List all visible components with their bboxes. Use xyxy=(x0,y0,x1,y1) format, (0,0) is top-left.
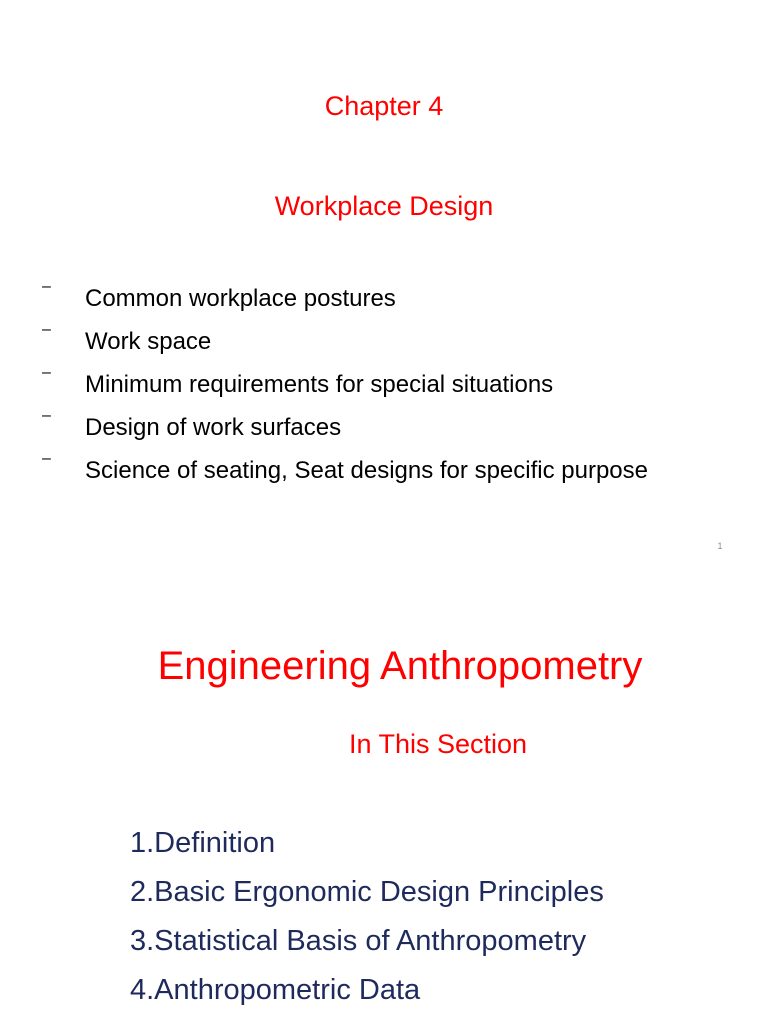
bullet-text: Minimum requirements for special situations xyxy=(85,371,554,398)
section-title: Engineering Anthropometry xyxy=(157,644,643,688)
section-subtitle: In This Section xyxy=(348,729,528,759)
page-number: 1 xyxy=(717,541,723,551)
dash-bullet-icon: – xyxy=(42,364,51,381)
section-contents-list xyxy=(130,819,604,1015)
list-item: 2.Basic Ergonomic Design Principles xyxy=(130,876,604,908)
chapter-title: Chapter 4 xyxy=(324,91,444,121)
dash-bullet-icon: – xyxy=(42,450,51,467)
chapter-subtitle: Workplace Design xyxy=(274,191,494,221)
list-item: 4.Anthropometric Data xyxy=(130,974,421,1006)
dash-bullet-icon: – xyxy=(42,321,51,338)
dash-bullet-icon: – xyxy=(42,278,51,295)
bullet-text: Science of seating, Seat designs for specific purpose xyxy=(85,457,648,484)
bullet-text: Design of work surfaces xyxy=(85,414,342,441)
list-item: 1.Definition xyxy=(130,827,276,859)
slide-engineering-anthropometry xyxy=(0,576,768,1024)
list-item: 3.Statistical Basis of Anthropometry xyxy=(130,925,587,957)
dash-bullet-icon: – xyxy=(42,407,51,424)
bullet-text: Common workplace postures xyxy=(85,285,396,312)
bullet-text: Work space xyxy=(85,328,212,355)
